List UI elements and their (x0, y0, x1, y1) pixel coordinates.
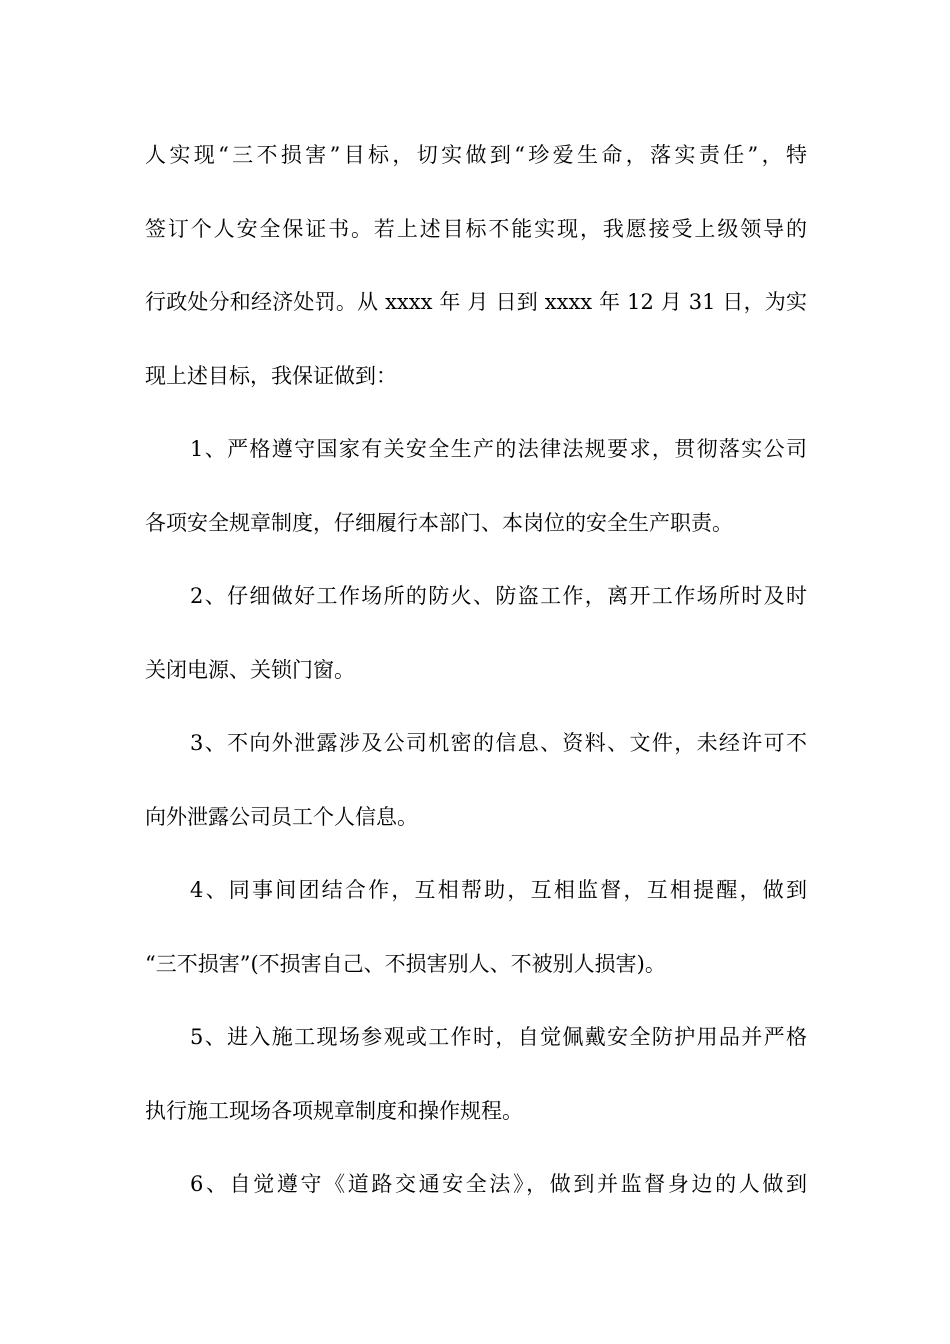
body-line: 行政处分和经济处罚。从 xxxx 年 月 日到 xxxx 年 12 月 31 日，为实 (145, 290, 807, 314)
list-item-6-line: 6、自觉遵守《道路交通安全法》，做到并监督身边的人做到 (190, 1172, 807, 1196)
list-item-4-line: “三不损害”(不损害自己、不损害别人、不被别人损害)。 (145, 951, 666, 976)
list-item-3-line: 向外泄露公司员工个人信息。 (145, 804, 418, 829)
document-body (145, 125, 807, 1228)
body-line: 现上述目标，我保证做到： (145, 363, 397, 388)
list-item-5-line: 执行施工现场各项规章制度和操作规程。 (145, 1098, 523, 1123)
list-item-5-line: 5、进入施工现场参观或工作时，自觉佩戴安全防护用品并严格 (190, 1025, 807, 1049)
list-item-3-line: 3、不向外泄露涉及公司机密的信息、资料、文件，未经许可不 (190, 731, 807, 755)
list-item-2-line: 关闭电源、关锁门窗。 (145, 657, 355, 682)
list-item-1-line: 各项安全规章制度，仔细履行本部门、本岗位的安全生产职责。 (145, 510, 733, 535)
list-item-4-line: 4、同事间团结合作，互相帮助，互相监督，互相提醒，做到 (190, 878, 807, 902)
list-item-1-line: 1、严格遵守国家有关安全生产的法律法规要求，贯彻落实公司 (190, 437, 807, 461)
list-item-2-line: 2、仔细做好工作场所的防火、防盗工作，离开工作场所时及时 (190, 584, 807, 608)
body-line: 签订个人安全保证书。若上述目标不能实现，我愿接受上级领导的 (145, 216, 807, 241)
body-line: 人实现“三不损害”目标，切实做到“珍爱生命，落实责任”，特 (145, 143, 807, 167)
